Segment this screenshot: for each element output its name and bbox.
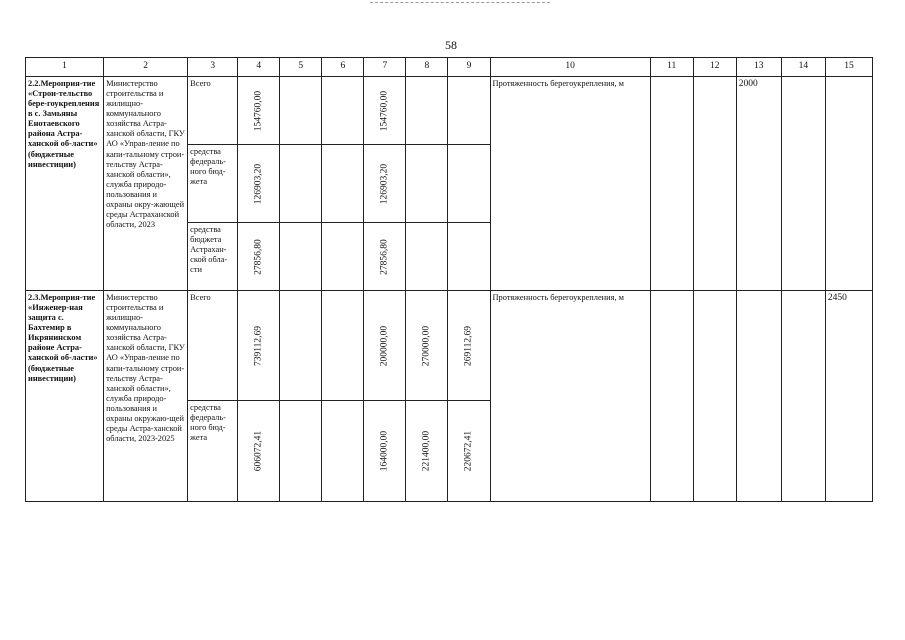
amount-value: 221400,00 [421,430,432,472]
indicator-value-col-13 [736,291,781,502]
empty-cell [650,77,693,291]
header-col-14: 14 [781,58,825,77]
amount-value: 164000,00 [379,430,390,472]
amount-value: 126903,20 [253,163,264,204]
amount-col-8 [406,401,448,502]
empty-cell [280,145,322,223]
measure-name: 2.3.Мероприя-тие «Инженер-ная защита с. Бахтемир в Икрянинском районе Астра-ханской об-ласти» (бюджетные инвестиции) [26,291,104,502]
funding-source: средства федераль-ного бюд-жета [188,145,238,223]
amount-value: 27856,80 [253,238,264,275]
empty-cell [322,401,364,502]
amount-value: 27856,80 [379,238,390,275]
header-col-8: 8 [406,58,448,77]
header-col-12: 12 [693,58,736,77]
indicator-value-col-15: 2450 [825,291,872,502]
empty-cell [280,223,322,291]
amount-col-8 [406,223,448,291]
empty-cell [322,145,364,223]
empty-cell [280,291,322,401]
amount-value: 154760,00 [379,90,390,131]
empty-cell [322,77,364,145]
amount-value: 270000,00 [421,325,432,366]
header-col-3: 3 [188,58,238,77]
amount-col-8 [406,77,448,145]
measure-name: 2.2.Мероприя-тие «Строи-тельство бере-гоукрепления в с. Замьяны Енотаевского района Астра-ханской об-ласти» (бюджетные инвестиции) [26,77,104,291]
amount-value: 739112,69 [253,325,264,366]
column-number-header-row [26,58,873,77]
empty-cell [693,77,736,291]
header-col-6: 6 [322,58,364,77]
empty-cell [280,77,322,145]
amount-col-4 [238,401,280,502]
funding-source: Всего [188,291,238,401]
amount-col-9 [448,401,490,502]
empty-cell [781,291,825,502]
amount-value: 606072,41 [253,430,264,472]
empty-cell [650,291,693,502]
scan-artifact-line [370,2,550,4]
amount-col-4 [238,145,280,223]
amount-value: 126903,20 [379,163,390,204]
funding-source: средства федераль-ного бюд-жета [188,401,238,502]
indicator-value-col-15 [825,77,872,291]
amount-value: 269112,69 [463,325,474,366]
funding-source: Всего [188,77,238,145]
table-row [26,77,873,145]
amount-col-9 [448,223,490,291]
empty-cell [322,223,364,291]
funding-source: средства бюджета Астрахан-ской обла-сти [188,223,238,291]
header-col-9: 9 [448,58,490,77]
amount-col-9 [448,77,490,145]
header-col-4: 4 [238,58,280,77]
executor-cell: Министерство строительства и жилищно-коммунального хозяйства Астра-ханской области, ГКУ АО «Управ-ление по капи-тальному строи-тельству Астра-ханской области», служба природо-пользования и охраны окру-жающей среды Астраханской области, 2023 [104,77,188,291]
amount-col-7 [364,291,406,401]
amount-col-9 [448,145,490,223]
amount-col-7 [364,223,406,291]
amount-value: 154760,00 [253,90,264,131]
indicator-cell: Протяженность берегоукрепления, м [490,291,650,502]
table-row [26,291,873,401]
empty-cell [322,291,364,401]
empty-cell [693,291,736,502]
indicator-value-col-13: 2000 [736,77,781,291]
amount-col-7 [364,145,406,223]
empty-cell [781,77,825,291]
amount-col-9 [448,291,490,401]
amount-col-7 [364,77,406,145]
amount-col-4 [238,291,280,401]
amount-value: 220672,41 [463,430,474,472]
amount-col-4 [238,223,280,291]
header-col-15: 15 [825,58,872,77]
header-col-13: 13 [736,58,781,77]
header-col-7: 7 [364,58,406,77]
executor-cell: Министерство строительства и жилищно-коммунального хозяйства Астра-ханской области, ГКУ АО «Управ-ление по капи-тальному строи-тельству Астра-ханской области», служба природо-пользования и охраны окружаю-щей среды Астра-ханской области, 2023-2025 [104,291,188,502]
header-col-11: 11 [650,58,693,77]
program-measures-table [25,57,873,502]
amount-col-8 [406,145,448,223]
amount-col-8 [406,291,448,401]
header-col-2: 2 [104,58,188,77]
header-col-1: 1 [26,58,104,77]
amount-col-4 [238,77,280,145]
header-col-10: 10 [490,58,650,77]
page-number: 58 [445,38,457,52]
header-col-5: 5 [280,58,322,77]
empty-cell [280,401,322,502]
amount-col-7 [364,401,406,502]
amount-value: 200000,00 [379,325,390,366]
indicator-cell: Протяженность берегоукрепления, м [490,77,650,291]
